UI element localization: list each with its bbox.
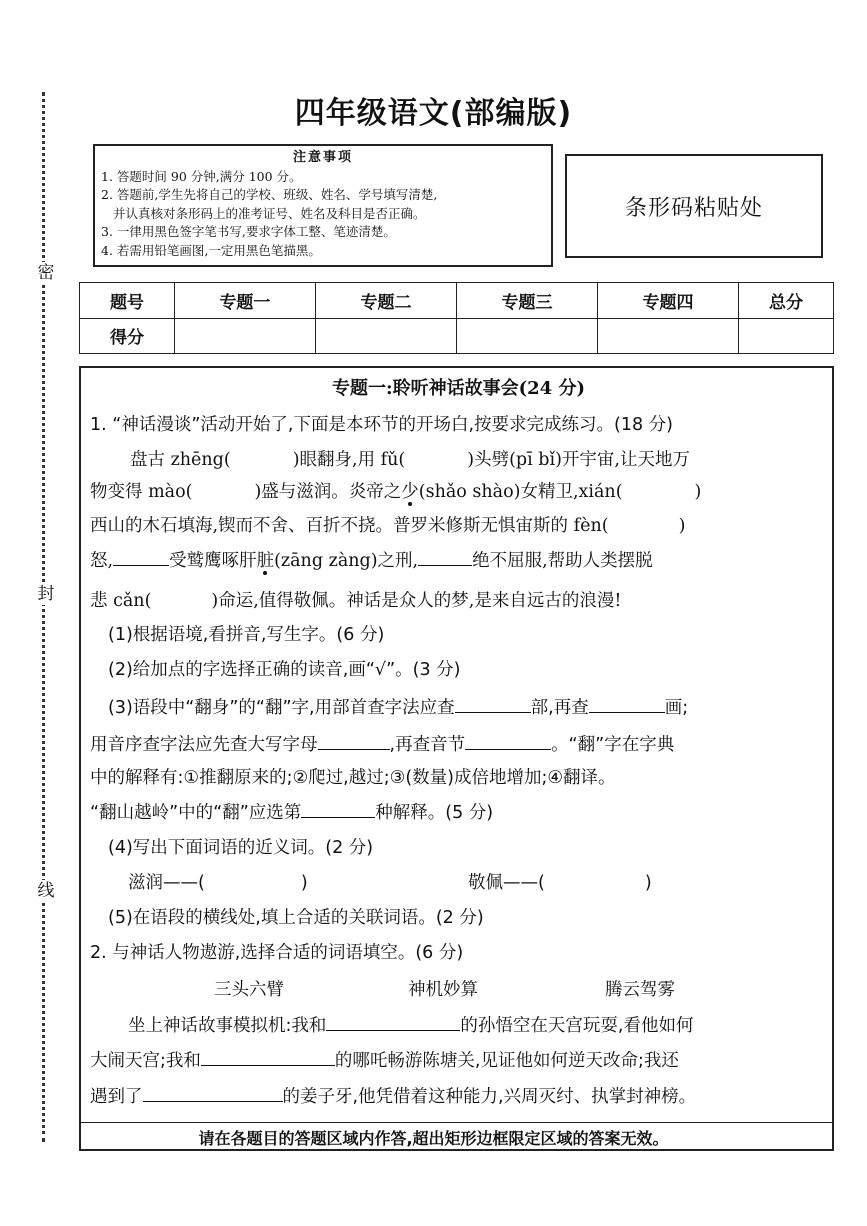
seal-char-xian: 线 [37,881,55,901]
answer-blank[interactable] [589,692,665,713]
score-header-cell: 专题二 [315,283,456,319]
score-header-row [80,283,834,319]
seal-char-mi: 密 [37,263,55,283]
notice-line: 1. 答题时间 90 分钟,满分 100 分。 [101,168,302,184]
score-cell[interactable] [315,318,456,354]
score-cell[interactable] [456,318,597,354]
score-header-cell: 专题四 [598,283,739,319]
subquestion-3-line-4: “翻山越岭”中的“翻”应选第 种解释。(5 分) [90,797,493,828]
answer-blank[interactable] [113,545,169,566]
subquestion-1: (1)根据语境,看拼音,写生字。(6 分) [108,625,385,645]
notice-box [93,144,553,267]
score-cell[interactable] [174,318,315,354]
answer-blank[interactable] [143,1081,283,1102]
synonym-1: 滋润——( ) [128,873,308,893]
passage-line-4: 怒, 受鹫鹰啄肝脏(zāng zàng)之刑, 绝不屈服,帮助人类摆脱 [90,545,653,576]
subquestion-3-line-2: 用音序查字法应先查大写字母 ,再查音节 。“翻”字在字典 [90,729,674,760]
score-cell[interactable] [739,318,834,354]
synonym-2: 敬佩——( ) [468,873,652,893]
answer-blank[interactable] [418,545,472,566]
score-header-cell: 总分 [739,283,834,319]
word-option: 神机妙算 [408,980,478,1000]
score-header-cell: 专题一 [174,283,315,319]
word-option: 三头六臂 [214,980,284,1000]
q2-line-3: 遇到了 的姜子牙,他凭借着这种能力,兴周灭纣、执掌封神榜。 [90,1081,696,1112]
answer-blank[interactable] [465,729,551,750]
notice-line: 3. 一律用黑色签字笔书写,要求字体工整、笔迹清楚。 [101,224,396,239]
notice-title: 注意事项 [292,150,353,165]
notice-line: 4. 若需用铅笔画图,一定用黑色笔描黑。 [101,242,321,258]
barcode-area [565,154,823,258]
seal-char-feng: 封 [37,584,55,604]
footer-note: 请在各题目的答题区域内作答,超出矩形边框限定区域的答案无效。 [198,1129,669,1148]
page-title: 四年级语文(部编版) [294,96,573,131]
notice-line: 并认真核对条形码上的准考证号、姓名及科目是否正确。 [113,205,426,221]
passage-line-5: 悲 cǎn( )命运,值得敬佩。神话是众人的梦,是来自远古的浪漫! [90,591,622,611]
subquestion-2: (2)给加点的字选择正确的读音,画“√”。(3 分) [108,660,461,680]
answer-blank[interactable] [301,797,375,818]
score-row-label: 得分 [80,318,175,354]
dotted-char: 少 [401,482,419,502]
q2-line-1: 坐上神话故事模拟机:我和 的孙悟空在天宫玩耍,看他如何 [128,1010,693,1041]
notice-line: 2. 答题前,学生先将自己的学校、班级、姓名、学号填写清楚, [101,187,438,202]
score-header-cell: 专题三 [456,283,597,319]
word-option: 腾云驾雾 [605,980,675,1000]
barcode-label: 条形码粘贴处 [624,195,763,221]
footer-divider [79,1122,834,1123]
passage-line-1: 盘古 zhēng( )眼翻身,用 fǔ( )头劈(pī bǐ)开宇宙,让天地万 [130,450,690,470]
section-title: 专题一:聆听神话故事会(24 分) [332,378,585,399]
passage-line-2: 物变得 mào( )盛与滋润。炎帝之少(shǎo shào)女精卫,xián( ) [90,482,702,502]
subquestion-5: (5)在语段的横线处,填上合适的关联词语。(2 分) [108,908,484,928]
question-1-stem: 1. “神话漫谈”活动开始了,下面是本环节的开场白,按要求完成练习。(18 分) [90,415,674,435]
score-header-cell: 题号 [80,283,175,319]
score-row [80,318,834,354]
subquestion-3-line-1: (3)语段中“翻身”的“翻”字,用部首查字法应查 部,再查 画; [108,692,688,723]
q2-line-2: 大闹天宫;我和 的哪吒畅游陈塘关,见证他如何逆天改命;我还 [90,1045,679,1076]
question-2-stem: 2. 与神话人物遨游,选择合适的词语填空。(6 分) [90,943,464,963]
subquestion-3-line-3: 中的解释有:①推翻原来的;②爬过,越过;③(数量)成倍地增加;④翻译。 [90,768,616,788]
score-cell[interactable] [598,318,739,354]
answer-blank[interactable] [318,729,390,750]
dotted-char: 脏 [256,551,275,571]
answer-blank[interactable] [201,1045,335,1066]
passage-line-3: 西山的木石填海,锲而不舍、百折不挠。普罗米修斯无惧宙斯的 fèn( ) [90,516,686,536]
answer-blank[interactable] [326,1010,460,1031]
answer-blank[interactable] [455,692,531,713]
subquestion-4: (4)写出下面词语的近义词。(2 分) [108,838,374,858]
seal-dotted-line [42,92,45,1142]
score-table [79,282,834,354]
